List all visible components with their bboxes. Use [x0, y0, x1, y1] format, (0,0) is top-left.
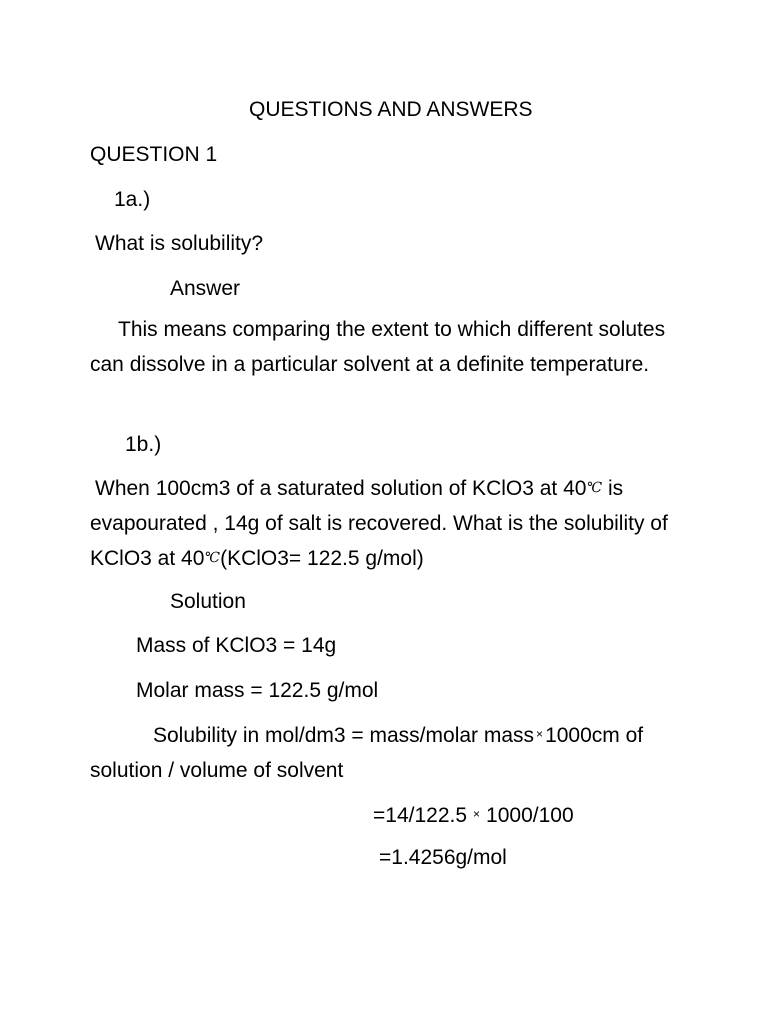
question-1a-text: What is solubility? [95, 232, 264, 255]
solution-heading: Solution [170, 590, 246, 613]
calculation-line [373, 802, 574, 828]
question-heading: QUESTION 1 [90, 143, 218, 166]
solubility-formula [90, 717, 690, 788]
degree-celsius-symbol: ℃ [204, 550, 221, 566]
solubility-formula-part1: Solubility in mol/dm3 = mass/molar mass [153, 724, 535, 747]
document-title: QUESTIONS AND ANSWERS [249, 98, 533, 121]
multiplication-symbol: × [473, 807, 481, 821]
mass-line: Mass of KClO3 = 14g [136, 634, 337, 657]
question-1b-part3: (KClO3= 122.5 g/mol) [220, 547, 424, 570]
answer-heading: Answer [170, 277, 241, 300]
question-1b-part2: is evapourated , 14g of salt is recovered. What is the solubility of KClO3 at 40 [90, 477, 668, 570]
question-1a-label: 1a.) [114, 188, 151, 211]
multiplication-symbol: × [536, 727, 544, 741]
solubility-formula-part2: 1000cm of solution / volume of solvent [90, 724, 644, 782]
molar-mass-line: Molar mass = 122.5 g/mol [136, 679, 379, 702]
calculation-part2: 1000/100 [486, 804, 574, 827]
calculation-part1: =14/122.5 [373, 804, 468, 827]
degree-celsius-symbol: ℃ [586, 480, 603, 496]
answer-paragraph: This means comparing the extent to which different solutes can dissolve in a particular solvent at a definite temperature. [90, 318, 666, 376]
question-1b-label: 1b.) [125, 433, 162, 456]
result-line: =1.4256g/mol [379, 846, 507, 869]
question-1b-part1: When 100cm3 of a saturated solution of KClO3 at 40 [95, 477, 587, 500]
question-1b-paragraph [90, 471, 690, 577]
